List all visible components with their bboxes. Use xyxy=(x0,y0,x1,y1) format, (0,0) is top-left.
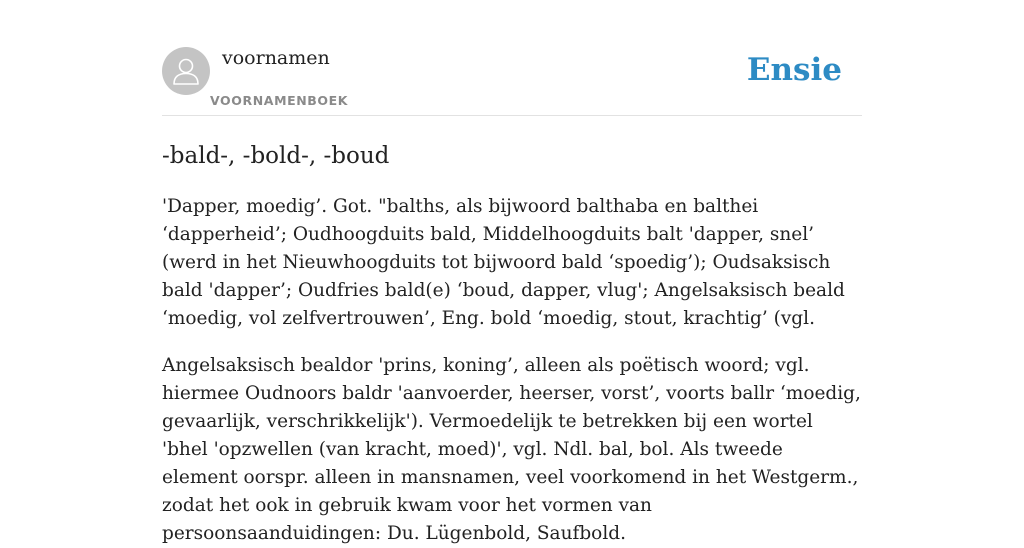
entry-paragraph-2: Angelsaksisch bealdor 'prins, koning’, alleen als poëtisch woord; vgl. hiermee Oudnoors baldr 'aanvoerder, heerser, vorst’, voorts ballr ‘moedig, gevaarlijk, verschrikkelijk'). Vermoedelijk te betrekken bij een wortel 'bhel 'opzwellen (van kracht, moed)', vgl. Ndl. bal, bol. Als tweede element oorspr. alleen in mansnamen, veel voorkomend in het Westgerm., zodat het ook in gebruik kwam voor het vormen van persoonsaanduidingen: Du. Lügenbold, Saufbold. xyxy=(162,355,861,544)
entry-paragraph-1: 'Dapper, moedig’. Got. "balths, als bijwoord balthaba en balthei ‘dapperheid’; Oudhoogduits bald, Middelhoogduits balt 'dapper, snel’ (werd in het Nieuwhoogduits tot bijwoord bald ‘spoedig’); Oudsaksisch bald 'dapper’; Oudfries bald(e) ‘boud, dapper, vlug'; Angelsaksisch beald ‘moedig, vol zelfvertrouwen’, Eng. bold ‘moedig, stout, krachtig’ (vgl. xyxy=(162,196,845,329)
page xyxy=(162,0,862,548)
entry-title: -bald-, -bold-, -boud xyxy=(162,143,390,169)
book-name[interactable]: VOORNAMENBOEK xyxy=(210,93,349,108)
user-silhouette-icon xyxy=(162,47,210,95)
author-name[interactable]: voornamen xyxy=(222,47,330,69)
avatar[interactable] xyxy=(162,47,210,95)
ensie-logo[interactable]: Ensie xyxy=(746,52,842,88)
header xyxy=(162,0,862,116)
